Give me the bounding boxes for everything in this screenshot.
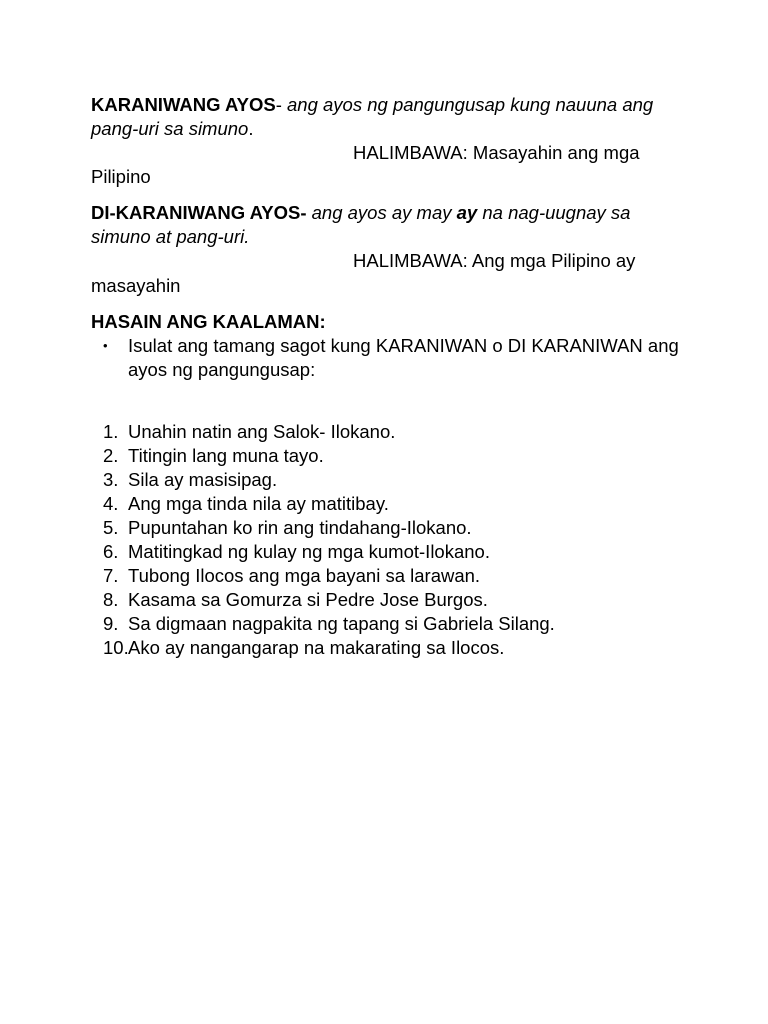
item-number: 2. xyxy=(103,445,119,466)
exercise-heading: HASAIN ANG KAALAMAN: xyxy=(91,311,326,332)
di-karaniwang-def-bold: ay xyxy=(456,202,478,223)
item-text: Ang mga tinda nila ay matitibay. xyxy=(128,493,389,514)
karaniwang-definition xyxy=(91,93,691,141)
list-item xyxy=(91,492,691,516)
item-text: Kasama sa Gomurza si Pedre Jose Burgos. xyxy=(128,589,488,610)
karaniwang-example: HALIMBAWA: Masayahin ang mga xyxy=(353,142,640,163)
item-number: 8. xyxy=(103,589,119,610)
di-karaniwang-example: HALIMBAWA: Ang mga Pilipino ay xyxy=(353,250,636,271)
item-text: Unahin natin ang Salok- Ilokano. xyxy=(128,421,396,442)
di-karaniwang-term: DI-KARANIWANG AYOS- xyxy=(91,202,307,223)
item-number: 7. xyxy=(103,565,119,586)
di-karaniwang-def-part2: na nag-uugnay sa simuno at pang-uri. xyxy=(91,202,631,247)
list-item xyxy=(91,588,691,612)
item-text: Pupuntahan ko rin ang tindahang-Ilokano. xyxy=(128,517,472,538)
item-number: 1. xyxy=(103,421,119,442)
list-item xyxy=(91,540,691,564)
item-text: Sa digmaan nagpakita ng tapang si Gabriela Silang. xyxy=(128,613,555,634)
list-item xyxy=(91,636,691,660)
instruction-item xyxy=(91,334,691,382)
document-page xyxy=(91,93,691,660)
item-text: Tubong Ilocos ang mga bayani sa larawan. xyxy=(128,565,481,586)
di-karaniwang-def-part1: ang ayos ay may xyxy=(306,202,457,223)
di-karaniwang-example-cont: masayahin xyxy=(91,275,181,296)
item-text: Sila ay masisipag. xyxy=(128,469,278,490)
item-text: Titingin lang muna tayo. xyxy=(128,445,324,466)
instructions-list xyxy=(91,334,691,382)
list-item xyxy=(91,516,691,540)
karaniwang-term: KARANIWANG AYOS xyxy=(91,94,276,115)
di-karaniwang-definition xyxy=(91,201,691,249)
list-item xyxy=(91,468,691,492)
item-number: 5. xyxy=(103,517,119,538)
exercise-items xyxy=(91,420,691,660)
item-number: 6. xyxy=(103,541,119,562)
item-number: 10. xyxy=(103,637,129,658)
item-number: 3. xyxy=(103,469,119,490)
list-item xyxy=(91,612,691,636)
item-text: Matitingkad ng kulay ng mga kumot-Ilokano. xyxy=(128,541,490,562)
item-text: Ako ay nangangarap na makarating sa Ilocos. xyxy=(128,637,505,658)
bullet-icon: • xyxy=(103,338,108,353)
karaniwang-dash: - xyxy=(275,94,282,115)
karaniwang-definition-text: ang ayos ng pangungusap kung nauuna ang pang-uri sa simuno xyxy=(91,94,654,139)
karaniwang-example-cont: Pilipino xyxy=(91,166,151,187)
list-item xyxy=(91,444,691,468)
karaniwang-period: . xyxy=(248,118,254,139)
item-number: 9. xyxy=(103,613,119,634)
item-number: 4. xyxy=(103,493,119,514)
instruction-text: Isulat ang tamang sagot kung KARANIWAN o DI KARANIWAN ang ayos ng pangungusap: xyxy=(128,335,679,380)
list-item xyxy=(91,420,691,444)
list-item xyxy=(91,564,691,588)
